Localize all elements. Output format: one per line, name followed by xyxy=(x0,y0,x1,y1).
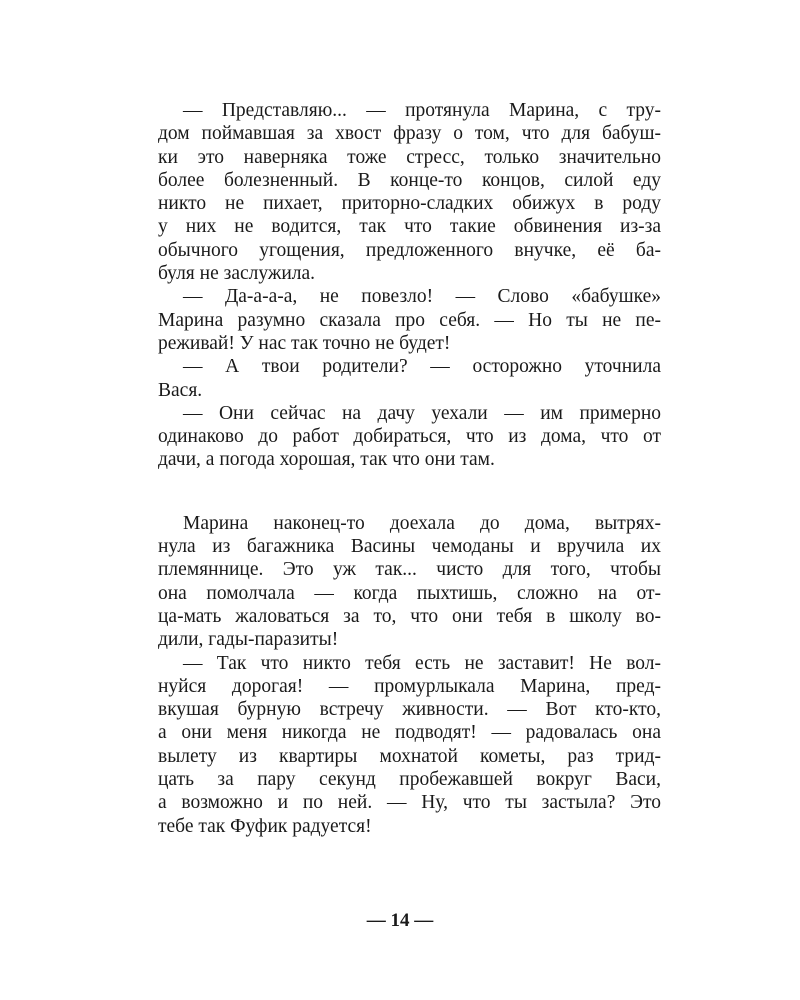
text-line: никто не пихает, приторно-сладких обижух в роду xyxy=(158,193,661,215)
text-line: одинаково до работ добираться, что из дома, что от xyxy=(158,426,661,448)
text-line: племяннице. Это уж так... чисто для того, чтобы xyxy=(158,559,661,581)
paragraph xyxy=(158,402,661,472)
text-line: нула из багажника Васины чемоданы и вручила их xyxy=(158,536,661,558)
text-line: цать за пару секунд пробежавшей вокруг Васи, xyxy=(158,769,661,791)
paragraph xyxy=(158,652,661,838)
text-line: — А твои родители? — осторожно уточнила xyxy=(183,356,661,378)
paragraph xyxy=(158,512,661,652)
text-line: вкушая бурную встречу живности. — Вот кто-кто, xyxy=(158,699,661,721)
text-line: ца-мать жаловаться за то, что они тебя в школу во- xyxy=(158,605,661,627)
text-line: дили, гады-паразиты! xyxy=(158,629,339,651)
text-line: буля не заслужила. xyxy=(158,263,316,285)
section-break xyxy=(158,472,661,512)
paragraph xyxy=(158,99,661,285)
text-line: — Они сейчас на дачу уехали — им примерно xyxy=(183,402,661,424)
text-line: обычного угощения, предложенного внучке, её ба- xyxy=(158,239,661,261)
text-line: дом поймавшая за хвост фразу о том, что для бабуш- xyxy=(158,123,661,145)
page-text xyxy=(158,99,661,838)
text-line: вылету из квартиры мохнатой кометы, раз трид- xyxy=(158,745,661,767)
text-line: нуйся дорогая! — промурлыкала Марина, пред- xyxy=(158,675,661,697)
page-number: — 14 — xyxy=(366,910,434,931)
paragraph xyxy=(158,285,661,355)
text-line: Вася. xyxy=(158,379,203,401)
text-line: Марина разумно сказала про себя. — Но ты не пе- xyxy=(158,309,661,331)
text-line: ки это наверняка тоже стресс, только значительно xyxy=(158,146,661,168)
text-line: а они меня никогда не подводят! — радовалась она xyxy=(158,722,661,744)
text-line: Марина наконец-то доехала до дома, вытрях- xyxy=(183,512,661,534)
text-line: — Представляю... — протянула Марина, с тру- xyxy=(183,100,661,121)
text-line: дачи, а погода хорошая, так что они там. xyxy=(158,449,495,471)
text-line: более болезненный. В конце-то концов, силой еду xyxy=(158,169,661,191)
text-line: у них не водится, так что такие обвинения из-за xyxy=(158,216,661,238)
text-line: — Да-а-а-а, не повезло! — Слово «бабушке» xyxy=(183,286,661,308)
text-line: реживай! У нас так точно не будет! xyxy=(158,332,451,354)
text-line: тебе так Фуфик радуется! xyxy=(158,815,372,837)
text-line: — Так что никто тебя есть не заставит! Не вол- xyxy=(183,652,661,674)
paragraph xyxy=(158,355,661,402)
text-line: а возможно и по ней. — Ну, что ты застыла? Это xyxy=(158,792,661,814)
text-line: она помолчала — когда пыхтишь, сложно на от- xyxy=(158,582,661,604)
